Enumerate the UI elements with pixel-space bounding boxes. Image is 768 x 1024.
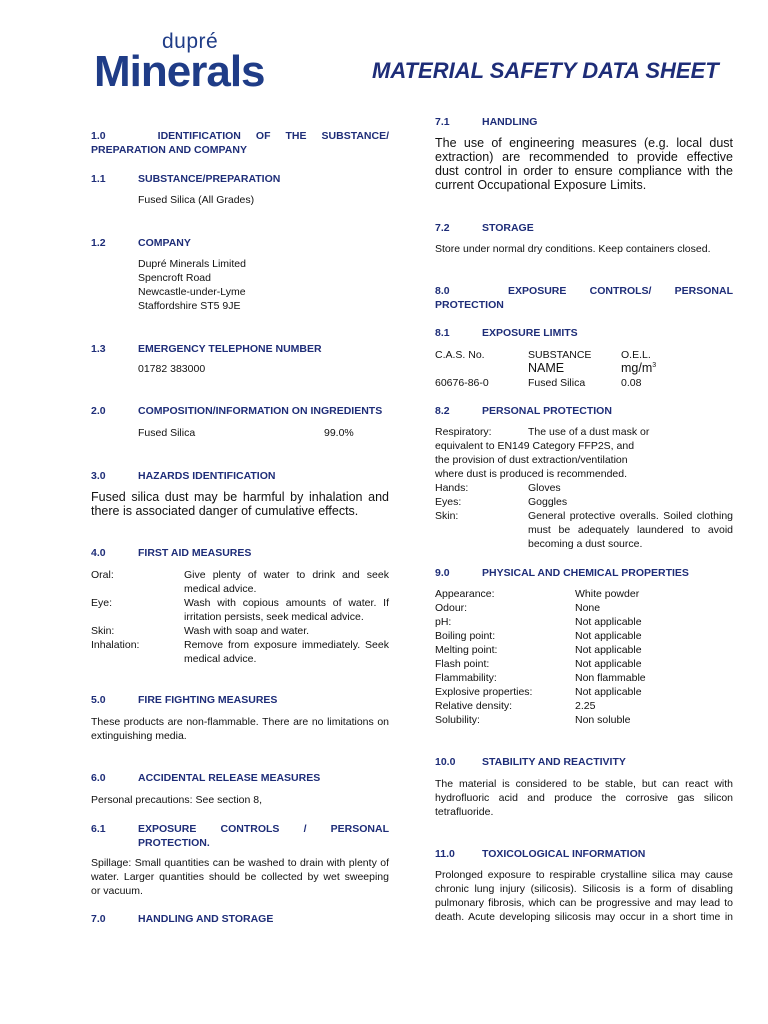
section-8-heading: 8.0 EXPOSURE CONTROLS/ PERSONAL PROTECTION: [435, 285, 733, 311]
section-5-heading: 5.0 FIRE FIGHTING MEASURES: [91, 694, 278, 706]
personal-protection-table: Respiratory: The use of a dust mask or equivalent to EN149 Category FFP2S, and the provision of dust extraction/ventilation where dust is produced is recommended. Hands: Gloves Eyes: Goggles Skin: General protective overalls. Soiled clothing must be adequately laundered to avoid becoming a dust source.: [435, 426, 733, 550]
address-line: Staffordshire ST5 9JE: [138, 300, 241, 312]
property-row: Boiling point: Not applicable: [435, 630, 642, 642]
first-aid-text: medical advice.: [184, 653, 257, 665]
property-row: Solubility: Non soluble: [435, 714, 631, 726]
section-4-heading: 4.0 FIRST AID MEASURES: [91, 547, 252, 559]
section-7-1-heading: 7.1 HANDLING: [435, 116, 538, 128]
section-10-heading: 10.0 STABILITY AND REACTIVITY: [435, 756, 626, 768]
section-1-3-heading: 1.3 EMERGENCY TELEPHONE NUMBER: [91, 343, 322, 355]
section-8-2-heading: 8.2 PERSONAL PROTECTION: [435, 405, 612, 417]
property-row: Melting point: Not applicable: [435, 644, 642, 656]
ingredient-name: Fused Silica: [138, 427, 196, 439]
first-aid-label: Skin:: [91, 625, 115, 637]
first-aid-text: Give plenty of water to drink and seek: [184, 569, 389, 581]
col-header-name: NAME: [528, 361, 565, 375]
logo-dupre-text: dupré: [162, 30, 219, 53]
spillage-line: or vacuum.: [91, 885, 143, 897]
section-1-title-line1: IDENTIFICATION OF THE SUBSTANCE/: [157, 130, 390, 142]
spillage-line: water. Larger quantities should be collected by wet sweeping: [91, 871, 389, 883]
col-header-cas: C.A.S. No.: [435, 349, 485, 361]
logo-minerals-text: Minerals: [94, 47, 265, 96]
property-row: Explosive properties: Not applicable: [435, 686, 642, 698]
section-9-heading: 9.0 PHYSICAL AND CHEMICAL PROPERTIES: [435, 567, 689, 579]
section-1-1-heading: 1.1 SUBSTANCE/PREPARATION: [91, 173, 281, 185]
hazards-line: there is associated danger of cumulative effects.: [91, 504, 359, 518]
address-line: Spencroft Road: [138, 272, 211, 284]
section-3-heading: 3.0 HAZARDS IDENTIFICATION: [91, 470, 276, 482]
property-row: Flash point: Not applicable: [435, 658, 642, 670]
col-header-substance: SUBSTANCE: [528, 349, 592, 361]
section-1-title-line2: PREPARATION AND COMPANY: [91, 144, 247, 156]
first-aid-text: Wash with copious amounts of water. If: [184, 597, 389, 609]
section-6-heading: 6.0 ACCIDENTAL RELEASE MEASURES: [91, 772, 321, 784]
address-line: Newcastle-under-Lyme: [138, 286, 246, 298]
spillage-text: [91, 856, 389, 898]
property-row: Flammability: Non flammable: [435, 672, 646, 684]
property-row: Appearance: White powder: [435, 588, 640, 600]
handling-line: extraction) are recommended to provide effective: [435, 150, 733, 164]
first-aid-table: [91, 568, 389, 666]
handling-line: current Occupational Exposure Limits.: [435, 178, 647, 192]
section-2-heading: 2.0 COMPOSITION/INFORMATION ON INGREDIENTS: [91, 405, 383, 417]
emergency-phone: 01782 383000: [138, 363, 206, 375]
fire-fighting-text: [91, 715, 389, 743]
cas-number: 60676-86-0: [435, 377, 489, 389]
company-logo: [92, 30, 292, 97]
first-aid-text: Remove from exposure immediately. Seek: [184, 639, 389, 651]
fire-line: extinguishing media.: [91, 730, 187, 742]
company-address: [91, 257, 246, 313]
properties-table: [435, 587, 733, 727]
property-row: pH: Not applicable: [435, 616, 642, 628]
substance-name: Fused Silica (All Grades): [138, 194, 255, 206]
oel-value: 0.08: [621, 377, 642, 389]
ingredient-percent: 99.0%: [324, 427, 354, 439]
address-line: Dupré Minerals Limited: [138, 258, 246, 270]
spillage-line: Spillage: Small quantities can be washed to drain with plenty of: [91, 857, 389, 869]
section-1-2-heading: 1.2 COMPANY: [91, 237, 191, 249]
property-row: Relative density: 2.25: [435, 700, 596, 712]
section-6-1-heading: 6.1 EXPOSURE CONTROLS / PERSONAL PROTECTION.: [91, 823, 389, 849]
col-header-unit: $mg/m^3$: [621, 361, 657, 375]
first-aid-label: Inhalation:: [91, 639, 140, 651]
section-8-1-heading: 8.1 EXPOSURE LIMITS: [435, 327, 578, 339]
hazards-line: Fused silica dust may be harmful by inhalation and: [91, 490, 389, 504]
toxicology-text: Prolonged exposure to respirable crystalline silica may cause chronic lung injury (silicosis). Silicosis is a form of disabling pulmonary fibrosis, which can be progressive and may lead to death. Acute developing silicosis may occur in a short time in: [435, 869, 733, 923]
col-header-oel: O.E.L.: [621, 349, 651, 361]
property-row: Odour: None: [435, 602, 601, 614]
first-aid-label: Oral:: [91, 569, 114, 581]
stability-text: The material is considered to be stable, but can react with hydrofluoric acid and produce the corrosive gas silicon tetrafluoride.: [435, 778, 733, 818]
storage-text: Store under normal dry conditions. Keep containers closed.: [435, 243, 711, 255]
section-11-heading: 11.0 TOXICOLOGICAL INFORMATION: [435, 848, 646, 860]
fire-line: These products are non-flammable. There are no limitations on: [91, 716, 389, 728]
substance-value: Fused Silica: [528, 377, 586, 389]
section-1-heading: [91, 129, 389, 157]
accidental-release-text: Personal precautions: See section 8,: [91, 794, 263, 806]
first-aid-label: Eye:: [91, 597, 113, 609]
first-aid-text: irritation persists, seek medical advice.: [184, 611, 364, 623]
exposure-limits-table: [435, 348, 733, 392]
hazards-text: [91, 490, 389, 518]
handling-line: The use of engineering measures (e.g. local dust: [435, 136, 733, 150]
handling-text: [435, 136, 733, 192]
first-aid-text: Wash with soap and water.: [184, 625, 310, 637]
first-aid-text: medical advice.: [184, 583, 257, 595]
section-7-2-heading: 7.2 STORAGE: [435, 222, 534, 234]
document-title: MATERIAL SAFETY DATA SHEET: [372, 58, 719, 83]
handling-line: dust control in order to ensure compliance with the: [435, 164, 733, 178]
section-1-number: 1.0: [91, 130, 106, 142]
section-7-heading: 7.0 HANDLING AND STORAGE: [91, 913, 274, 925]
